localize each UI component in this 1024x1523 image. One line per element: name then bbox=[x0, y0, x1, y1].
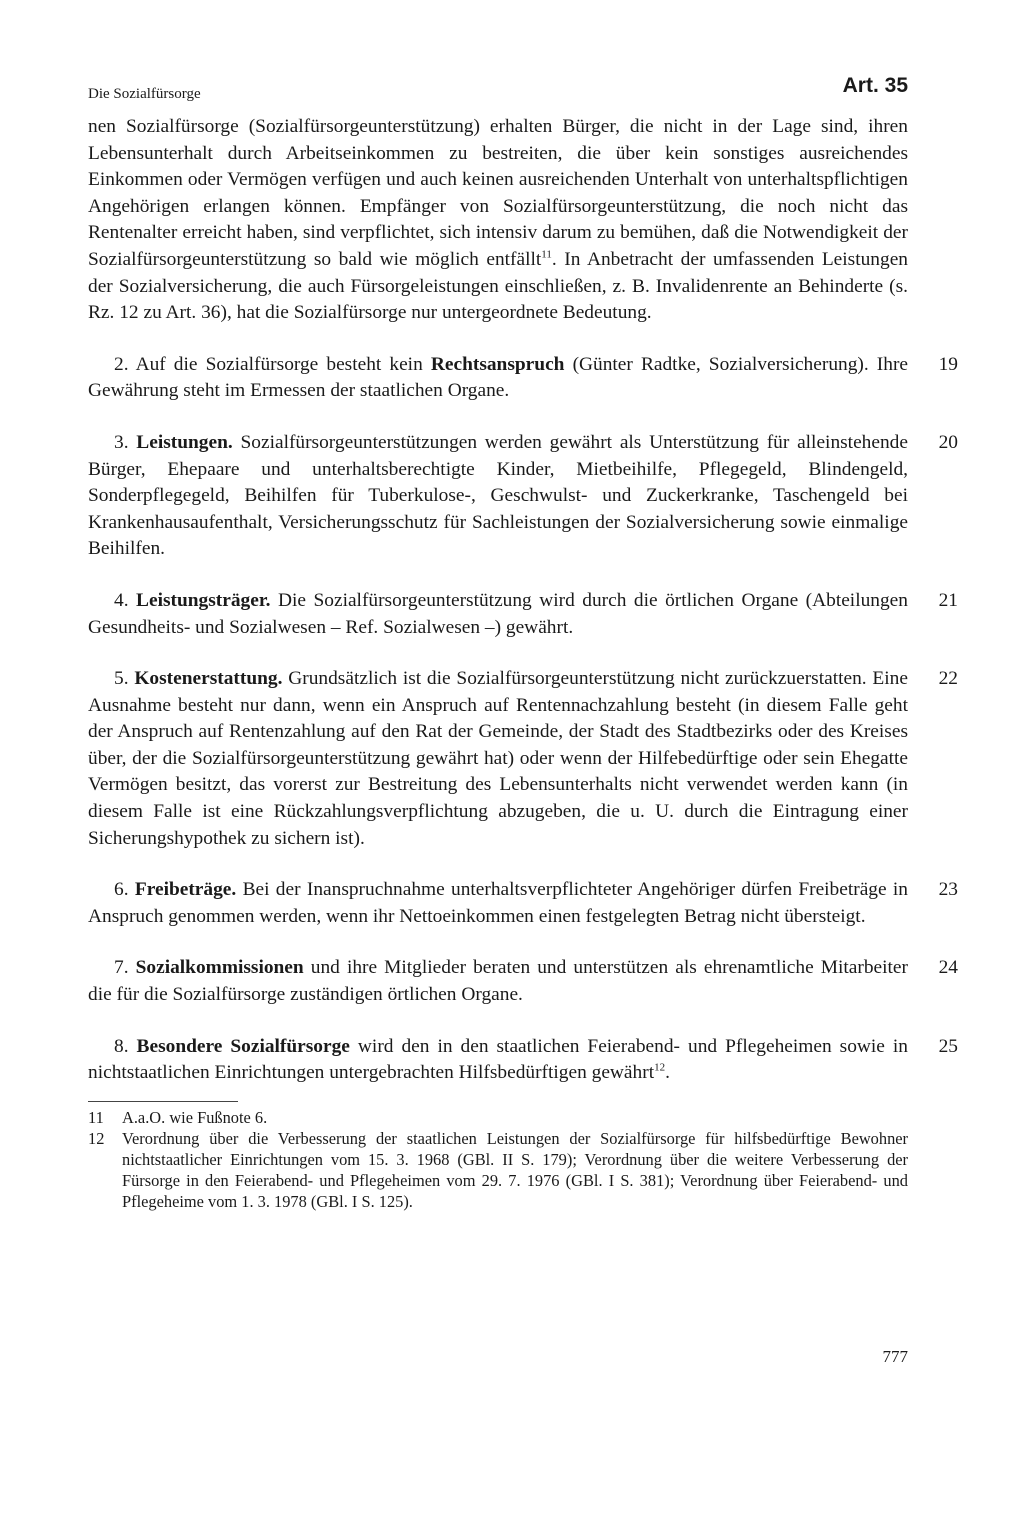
paragraph-text: und ihre Mitglieder beraten und unterstützen als ehrenamtliche Mitarbeiter die für die Sozialfürsorge zuständigen örtlichen Organe. bbox=[88, 957, 908, 1006]
footnote-ref: 11 bbox=[541, 248, 552, 261]
footnote-number: 11 bbox=[88, 1107, 104, 1127]
margin-number: 22 bbox=[938, 668, 958, 690]
footnote-ref: 12 bbox=[654, 1061, 666, 1074]
margin-number: 21 bbox=[938, 589, 958, 611]
margin-number: 23 bbox=[938, 879, 958, 901]
document-page bbox=[88, 72, 960, 1492]
footnotes bbox=[88, 1101, 908, 1212]
paragraph-text: . In Anbetracht der umfassenden Leistungen der Sozialversicherung, die auch Fürsorgeleistungen einschließen, z. B. Invalidenrente an Behinderte (s. Rz. 12 zu Art. 36), hat die Sozialfürsorge nur untergeordnete Bedeutung. bbox=[88, 248, 908, 324]
paragraph-text: Sozialfürsorgeunterstützungen werden gewährt als Unterstützung für alleinstehende Bürger, Ehepaare und unterhaltsberechtigte Kinder, Mietbeihilfe, Pflegegeld, Blindengeld, Sonderpflegegeld, Beihilfen für Tuberkulose-, Geschwulst- und Zuckerkranke, Taschengeld bei Krankenhausaufenthalt, Versicherungsschutz für Sachleistungen der Sozialversicherung sowie einmalige Beihilfen. bbox=[88, 431, 908, 560]
page-number: 777 bbox=[882, 1347, 908, 1366]
paragraph-5 bbox=[88, 666, 958, 852]
running-head: Die Sozialfürsorge bbox=[88, 86, 201, 102]
paragraph-keyword: Leistungen. bbox=[136, 431, 233, 453]
paragraph-keyword: Leistungsträger. bbox=[136, 589, 271, 611]
margin-number: 20 bbox=[938, 431, 958, 453]
paragraph-text: (Günter Radtke, Sozialversicherung). Ihre Gewährung steht im Ermessen der staatlichen Organe. bbox=[88, 353, 909, 402]
paragraph-text: . bbox=[665, 1062, 670, 1084]
paragraph-text: Grundsätzlich ist die Sozialfürsorgeunterstützung nicht zurückzuerstatten. Eine Ausnahme besteht nur dann, wenn ein Anspruch auf Rentennachzahlung besteht (in diesem Falle geht der Anspruch auf Rentenzahlung auf den Rat der Gemeinde, der Stadt des Stadtbezirks oder des Kreises über, der die Sozialfürsorgeunterstützung gewährt hat) oder wenn der Hilfebedürftige oder sein Ehegatte Vermögen besitzt, das vorerst zur Bestreitung des Lebensunterhalts nicht verwendet werden kann (in diesem Falle ist eine Rückzahlungsverpflichtung abzugeben, die u. U. durch die Eintragung einer Sicherungshypothek zu sichern ist). bbox=[88, 668, 908, 849]
paragraph-text: Bei der Inanspruchnahme unterhaltsverpflichteter Angehöriger dürfen Freibeträge in Anspruch genommen werden, wenn ihr Nettoeinkommen einen festgelegten Betrag nicht übersteigt. bbox=[88, 879, 908, 927]
paragraph-3 bbox=[88, 430, 958, 563]
paragraph-keyword: Freibeträge. bbox=[134, 879, 237, 901]
paragraph-number: 4. bbox=[114, 589, 129, 611]
paragraph-keyword: Besondere Sozialfürsorge bbox=[136, 1035, 350, 1057]
paragraph-8 bbox=[88, 1034, 958, 1087]
paragraph-number: 3. bbox=[114, 431, 129, 453]
footnote-text: Verordnung über die Verbesserung der staatlichen Leistungen der Sozialfürsorge für hilfsbedürftige Bewohner nichtstaatlicher Einrichtungen vom 15. 3. 1968 (GBl. II S. 179); Verordnung über die weitere Verbesserung der Fürsorge in den Feierabend- und Pflegeheimen vom 29. 7. 1976 (GBl. I S. 381); Verordnung über Feierabend- und Pflegeheime vom 1. 3. 1978 (GBl. I S. 125). bbox=[122, 1128, 908, 1211]
paragraph-number: 7. bbox=[114, 957, 129, 979]
paragraph-number: 8. bbox=[114, 1035, 129, 1057]
paragraph-2 bbox=[88, 352, 958, 405]
paragraph-text: nen Sozialfürsorge (Sozialfürsorgeunterstützung) erhalten Bürger, die nicht in der Lage sind, ihren Lebensunterhalt durch Arbeitseinkommen zu bestreiten, die über kein sonstiges ausreichendes Einkommen oder Vermögen verfügen und auch keinen ausreichenden Unterhalt von unterhaltspflichtigen Angehörigen erlangen können. Empfänger von Sozialfürsorgeunterstützung, die noch nicht das Rentenalter erreicht haben, sind verpflichtet, sich intensiv darum zu bemühen, daß die Notwendigkeit der Sozialfürsorgeunterstützung so bald wie möglich entfällt bbox=[88, 116, 908, 270]
body-text bbox=[88, 114, 958, 1087]
margin-number: 25 bbox=[938, 1035, 958, 1057]
footnote-11 bbox=[88, 1107, 908, 1128]
paragraph-keyword: Sozialkommissionen bbox=[135, 957, 304, 979]
paragraph-text: wird den in den staatlichen Feierabend- und Pflegeheimen sowie in nichtstaatlichen Einrichtungen untergebrachten Hilfsbedürftigen gewährt bbox=[88, 1035, 908, 1084]
paragraph-7 bbox=[88, 955, 958, 1008]
paragraph-keyword: Rechtsanspruch bbox=[430, 353, 565, 375]
paragraph-6 bbox=[88, 877, 958, 930]
paragraph-4 bbox=[88, 588, 958, 641]
paragraph-keyword: Kostenerstattung. bbox=[134, 668, 283, 690]
paragraph-text: Die Sozialfürsorgeunterstützung wird durch die örtlichen Organe (Abteilungen Gesundheits- und Sozialwesen – Ref. Sozialwesen –) gewährt. bbox=[88, 589, 908, 638]
footnote-number: 12 bbox=[88, 1128, 105, 1148]
paragraph-number: 5. bbox=[114, 668, 129, 690]
paragraph-number: 6. bbox=[114, 879, 129, 901]
paragraph-intro bbox=[88, 114, 908, 327]
margin-number: 19 bbox=[938, 353, 958, 375]
paragraph-number: 2. bbox=[114, 353, 129, 375]
paragraph-text: Auf die Sozialfürsorge besteht kein bbox=[135, 353, 423, 375]
footnote-text: A.a.O. wie Fußnote 6. bbox=[122, 1107, 268, 1127]
article-number: Art. 35 bbox=[842, 74, 908, 97]
footnote-divider bbox=[88, 1101, 238, 1102]
margin-number: 24 bbox=[938, 957, 958, 979]
footnote-12 bbox=[88, 1128, 908, 1212]
page-header bbox=[88, 72, 960, 112]
